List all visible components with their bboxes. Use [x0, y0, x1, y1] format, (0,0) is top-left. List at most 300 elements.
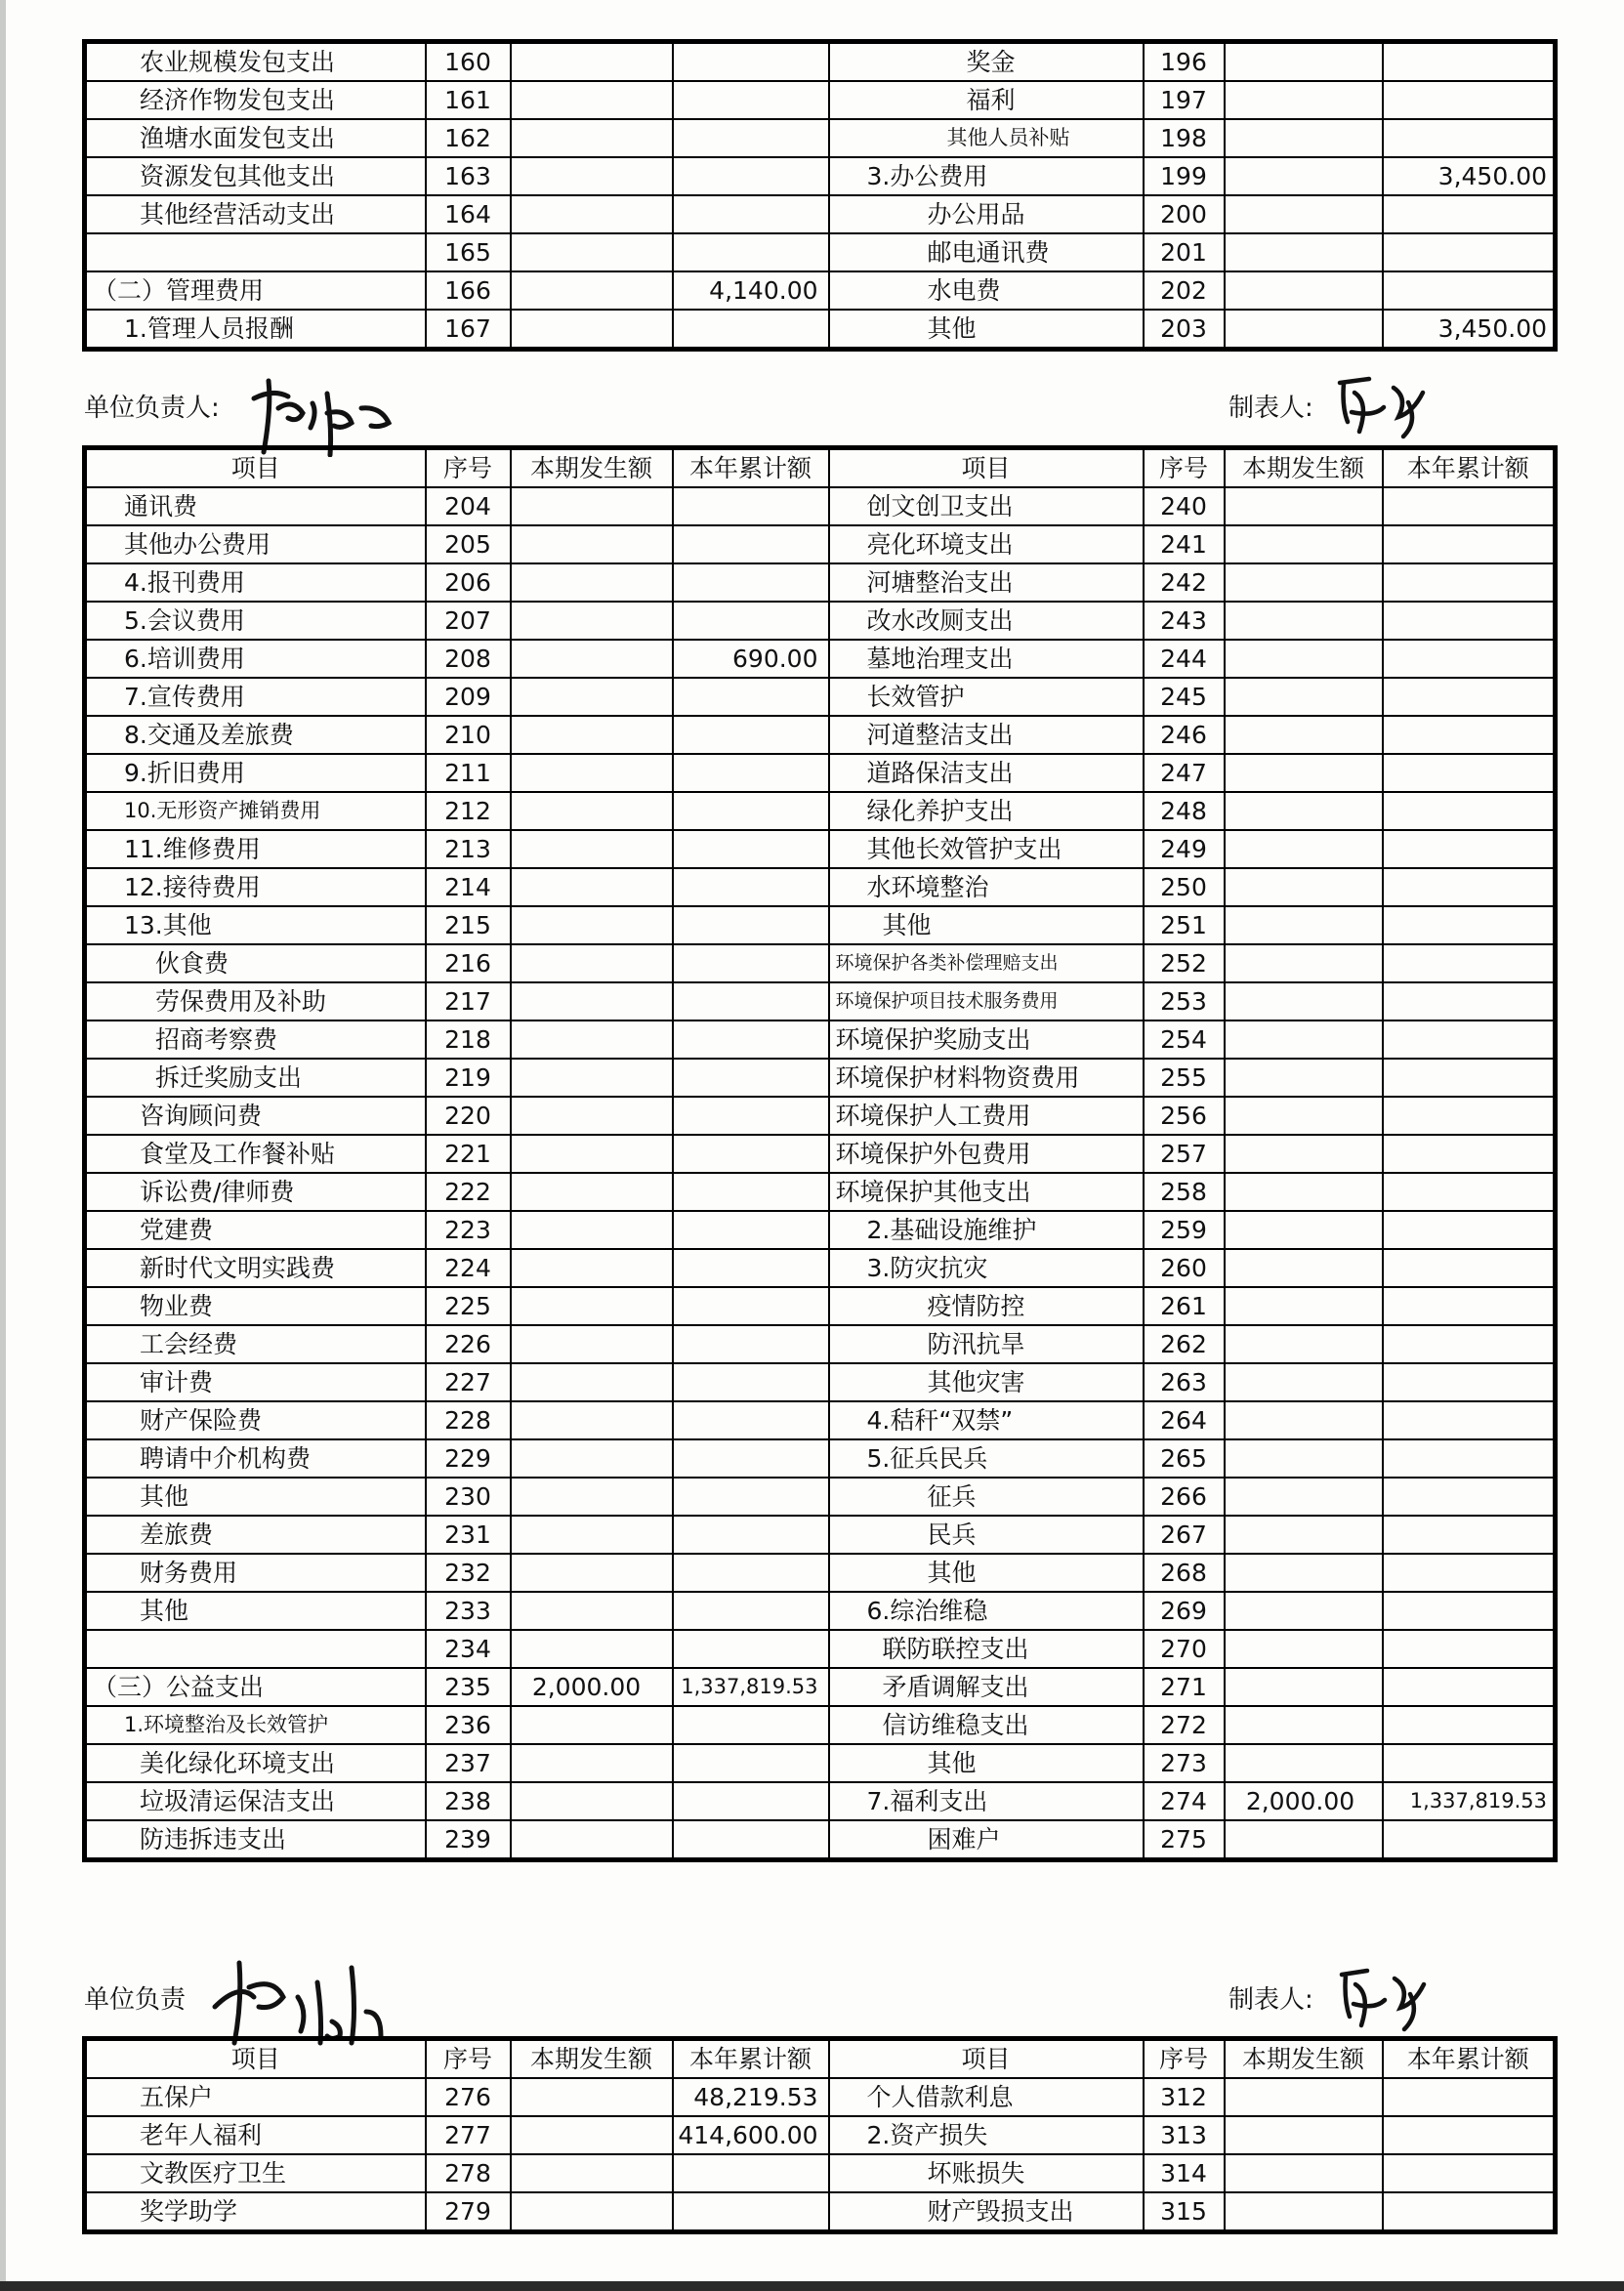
row-number: 246: [1144, 716, 1225, 754]
table-row: [85, 982, 1556, 1021]
current-amount: [511, 563, 673, 602]
cumulative-amount: [1383, 1363, 1556, 1401]
table-row: [85, 2154, 1556, 2192]
cumulative-amount: [673, 830, 829, 868]
column-header-item: 项目: [829, 2039, 1144, 2079]
row-number: 228: [426, 1401, 511, 1439]
current-amount: [511, 1325, 673, 1363]
row-number: 247: [1144, 754, 1225, 792]
row-number: 165: [426, 233, 511, 271]
table-row: [85, 792, 1556, 830]
row-number: 313: [1144, 2116, 1225, 2154]
item-label: 拆迁奖励支出: [85, 1059, 426, 1097]
cumulative-amount: [673, 1021, 829, 1059]
row-number: 257: [1144, 1135, 1225, 1173]
item-label: 奖金: [829, 42, 1144, 82]
item-label: 3.防灾抗灾: [829, 1249, 1144, 1287]
column-header-seq: 序号: [1144, 448, 1225, 488]
item-label: 其他: [829, 906, 1144, 944]
current-amount: [511, 157, 673, 195]
item-label: 4.秸秆“双禁”: [829, 1401, 1144, 1439]
item-label: 资源发包其他支出: [85, 157, 426, 195]
table-row: [85, 1211, 1556, 1249]
table-row: [85, 1287, 1556, 1325]
column-header-cumulative: 本年累计额: [673, 2039, 829, 2079]
row-number: 258: [1144, 1173, 1225, 1211]
item-label: 长效管护: [829, 678, 1144, 716]
row-number: 268: [1144, 1554, 1225, 1592]
row-number: 278: [426, 2154, 511, 2192]
item-label: 食堂及工作餐补贴: [85, 1135, 426, 1173]
column-header-current: 本期发生额: [511, 448, 673, 488]
item-label: 福利: [829, 81, 1144, 119]
item-label: 新时代文明实践费: [85, 1249, 426, 1287]
row-number: 208: [426, 640, 511, 678]
item-label: 伙食费: [85, 944, 426, 982]
current-amount: [511, 1249, 673, 1287]
table-row: [85, 525, 1556, 563]
item-label: 亮化环境支出: [829, 525, 1144, 563]
row-number: 314: [1144, 2154, 1225, 2192]
row-number: 207: [426, 602, 511, 640]
table-row: [85, 830, 1556, 868]
column-header-current: 本期发生额: [1225, 2039, 1383, 2079]
table-row: [85, 1021, 1556, 1059]
row-number: 197: [1144, 81, 1225, 119]
table-row: [85, 81, 1556, 119]
row-number: 202: [1144, 271, 1225, 310]
row-number: 259: [1144, 1211, 1225, 1249]
preparer-label-2: 制表人:: [1228, 1985, 1313, 2015]
item-label: 创文创卫支出: [829, 487, 1144, 525]
cumulative-amount: [1383, 1401, 1556, 1439]
current-amount: [511, 1097, 673, 1135]
item-label: 农业规模发包支出: [85, 42, 426, 82]
current-amount: [511, 792, 673, 830]
cumulative-amount: [1383, 868, 1556, 906]
cumulative-amount: [1383, 1325, 1556, 1363]
table-row: [85, 2116, 1556, 2154]
cumulative-amount: [673, 525, 829, 563]
item-label: 财产保险费: [85, 1401, 426, 1439]
row-number: 263: [1144, 1363, 1225, 1401]
table-row: [85, 1135, 1556, 1173]
cumulative-amount: 414,600.00: [673, 2116, 829, 2154]
row-number: 167: [426, 310, 511, 350]
item-label: 物业费: [85, 1287, 426, 1325]
cumulative-amount: [673, 1820, 829, 1860]
table-row: [85, 1744, 1556, 1782]
table-row: [85, 487, 1556, 525]
expense-table-part-2: [82, 445, 1558, 1862]
row-number: 265: [1144, 1439, 1225, 1478]
current-amount: [1225, 1744, 1383, 1782]
current-amount: [1225, 602, 1383, 640]
current-amount: [511, 119, 673, 157]
cumulative-amount: [1383, 1059, 1556, 1097]
current-amount: [1225, 1554, 1383, 1592]
current-amount: [511, 1135, 673, 1173]
current-amount: [511, 944, 673, 982]
row-number: 203: [1144, 310, 1225, 350]
cumulative-amount: [673, 2154, 829, 2192]
row-number: 233: [426, 1592, 511, 1630]
row-number: 239: [426, 1820, 511, 1860]
cumulative-amount: [1383, 2192, 1556, 2232]
item-label: 环境保护奖励支出: [829, 1021, 1144, 1059]
cumulative-amount: [1383, 1554, 1556, 1592]
item-label: 其他: [85, 1478, 426, 1516]
table-row: [85, 1630, 1556, 1668]
current-amount: [1225, 1401, 1383, 1439]
cumulative-amount: [673, 716, 829, 754]
cumulative-amount: [1383, 1744, 1556, 1782]
current-amount: [511, 81, 673, 119]
current-amount: [1225, 1668, 1383, 1706]
current-amount: [511, 1363, 673, 1401]
row-number: 315: [1144, 2192, 1225, 2232]
item-label: 个人借款利息: [829, 2078, 1144, 2116]
current-amount: [1225, 1249, 1383, 1287]
item-label: 聘请中介机构费: [85, 1439, 426, 1478]
current-amount: [511, 195, 673, 233]
cumulative-amount: [1383, 1173, 1556, 1211]
row-number: 166: [426, 271, 511, 310]
row-number: 238: [426, 1782, 511, 1820]
item-label: 2.资产损失: [829, 2116, 1144, 2154]
current-amount: [1225, 81, 1383, 119]
current-amount: [511, 487, 673, 525]
current-amount: [1225, 830, 1383, 868]
cumulative-amount: [673, 119, 829, 157]
row-number: 216: [426, 944, 511, 982]
row-number: 271: [1144, 1668, 1225, 1706]
row-number: 226: [426, 1325, 511, 1363]
item-label: 环境保护项目技术服务费用: [829, 982, 1144, 1021]
unit-head-label-2: 单位负责: [84, 1985, 187, 2015]
row-number: 160: [426, 42, 511, 82]
item-label: 矛盾调解支出: [829, 1668, 1144, 1706]
current-amount: [1225, 2154, 1383, 2192]
cumulative-amount: [1383, 195, 1556, 233]
current-amount: [1225, 1287, 1383, 1325]
item-label: 困难户: [829, 1820, 1144, 1860]
row-number: 223: [426, 1211, 511, 1249]
cumulative-amount: [673, 1401, 829, 1439]
unit-head-signature: [234, 369, 420, 457]
row-number: 224: [426, 1249, 511, 1287]
table-row: [85, 716, 1556, 754]
column-header-seq: 序号: [426, 2039, 511, 2079]
row-number: 221: [426, 1135, 511, 1173]
current-amount: [511, 2154, 673, 2192]
row-number: 272: [1144, 1706, 1225, 1744]
item-label: 防违拆违支出: [85, 1820, 426, 1860]
item-label: 征兵: [829, 1478, 1144, 1516]
column-header-item: 项目: [829, 448, 1144, 488]
row-number: 253: [1144, 982, 1225, 1021]
row-number: 237: [426, 1744, 511, 1782]
item-label: 渔塘水面发包支出: [85, 119, 426, 157]
column-header-seq: 序号: [1144, 2039, 1225, 2079]
row-number: 249: [1144, 830, 1225, 868]
current-amount: [511, 1021, 673, 1059]
cumulative-amount: [1383, 1516, 1556, 1554]
column-header-current: 本期发生额: [511, 2039, 673, 2079]
item-label: 河道整洁支出: [829, 716, 1144, 754]
current-amount: [511, 1630, 673, 1668]
cumulative-amount: [673, 1059, 829, 1097]
table-row: [85, 310, 1556, 350]
current-amount: [1225, 716, 1383, 754]
row-number: 243: [1144, 602, 1225, 640]
table-row: [85, 1782, 1556, 1820]
cumulative-amount: [1383, 602, 1556, 640]
table-row: [85, 640, 1556, 678]
cumulative-amount: [673, 1439, 829, 1478]
cumulative-amount: [673, 868, 829, 906]
row-number: 227: [426, 1363, 511, 1401]
cumulative-amount: [673, 1744, 829, 1782]
item-label: 3.办公费用: [829, 157, 1144, 195]
expense-table-part-3: [82, 2036, 1558, 2234]
cumulative-amount: [673, 1516, 829, 1554]
cumulative-amount: [1383, 81, 1556, 119]
cumulative-amount: [673, 233, 829, 271]
row-number: 260: [1144, 1249, 1225, 1287]
current-amount: [511, 1706, 673, 1744]
item-label: 其他: [85, 1592, 426, 1630]
item-label: 经济作物发包支出: [85, 81, 426, 119]
cumulative-amount: [1383, 1478, 1556, 1516]
cumulative-amount: [1383, 716, 1556, 754]
cumulative-amount: [1383, 487, 1556, 525]
cumulative-amount: 48,219.53: [673, 2078, 829, 2116]
current-amount: [511, 982, 673, 1021]
table-row: [85, 1097, 1556, 1135]
item-label: 环境保护材料物资费用: [829, 1059, 1144, 1097]
current-amount: [511, 1439, 673, 1478]
item-label: [85, 1630, 426, 1668]
row-number: 277: [426, 2116, 511, 2154]
item-label: 老年人福利: [85, 2116, 426, 2154]
current-amount: [511, 1059, 673, 1097]
cumulative-amount: [673, 310, 829, 350]
current-amount: [511, 525, 673, 563]
item-label: 墓地治理支出: [829, 640, 1144, 678]
item-label: 审计费: [85, 1363, 426, 1401]
cumulative-amount: [1383, 1249, 1556, 1287]
table-row: [85, 602, 1556, 640]
item-label: 环境保护人工费用: [829, 1097, 1144, 1135]
column-header-cumulative: 本年累计额: [1383, 2039, 1556, 2079]
row-number: 199: [1144, 157, 1225, 195]
row-number: 252: [1144, 944, 1225, 982]
table-row: [85, 2078, 1556, 2116]
row-number: 276: [426, 2078, 511, 2116]
column-header-current: 本期发生额: [1225, 448, 1383, 488]
current-amount: [511, 1401, 673, 1439]
row-number: 162: [426, 119, 511, 157]
item-label: 其他长效管护支出: [829, 830, 1144, 868]
current-amount: [511, 1287, 673, 1325]
expense-table-part-1: [82, 39, 1558, 352]
row-number: 214: [426, 868, 511, 906]
table-row: [85, 157, 1556, 195]
current-amount: [1225, 982, 1383, 1021]
current-amount: [1225, 1211, 1383, 1249]
current-amount: [511, 1554, 673, 1592]
current-amount: [1225, 42, 1383, 82]
header-row: [85, 448, 1556, 488]
cumulative-amount: [673, 602, 829, 640]
item-label: 其他灾害: [829, 1363, 1144, 1401]
current-amount: 2,000.00: [1225, 1782, 1383, 1820]
item-label: 9.折旧费用: [85, 754, 426, 792]
row-number: 232: [426, 1554, 511, 1592]
current-amount: [511, 1782, 673, 1820]
row-number: 213: [426, 830, 511, 868]
table-row: [85, 233, 1556, 271]
current-amount: [511, 640, 673, 678]
cumulative-amount: [1383, 1630, 1556, 1668]
row-number: 212: [426, 792, 511, 830]
preparer-signature-2: [1330, 1963, 1447, 2039]
current-amount: [1225, 525, 1383, 563]
row-number: 229: [426, 1439, 511, 1478]
item-label: 1.环境整治及长效管护: [85, 1706, 426, 1744]
item-label: 13.其他: [85, 906, 426, 944]
current-amount: [1225, 1135, 1383, 1173]
cumulative-amount: 3,450.00: [1383, 310, 1556, 350]
cumulative-amount: [673, 195, 829, 233]
item-label: 10.无形资产摊销费用: [85, 792, 426, 830]
row-number: 312: [1144, 2078, 1225, 2116]
cumulative-amount: [673, 1706, 829, 1744]
column-header-cumulative: 本年累计额: [673, 448, 829, 488]
current-amount: [511, 2192, 673, 2232]
cumulative-amount: [673, 754, 829, 792]
cumulative-amount: 690.00: [673, 640, 829, 678]
cumulative-amount: [1383, 1021, 1556, 1059]
cumulative-amount: [673, 1592, 829, 1630]
item-label: 2.基础设施维护: [829, 1211, 1144, 1249]
current-amount: [1225, 1173, 1383, 1211]
row-number: 262: [1144, 1325, 1225, 1363]
current-amount: [511, 233, 673, 271]
current-amount: [511, 868, 673, 906]
table-row: [85, 1668, 1556, 1706]
item-label: 6.培训费用: [85, 640, 426, 678]
current-amount: [1225, 1059, 1383, 1097]
current-amount: 2,000.00: [511, 1668, 673, 1706]
unit-head-label: 单位负责人:: [84, 394, 220, 423]
cumulative-amount: [673, 1554, 829, 1592]
current-amount: [511, 1478, 673, 1516]
cumulative-amount: [673, 1249, 829, 1287]
current-amount: [1225, 678, 1383, 716]
item-label: 8.交通及差旅费: [85, 716, 426, 754]
cumulative-amount: [673, 1363, 829, 1401]
row-number: 274: [1144, 1782, 1225, 1820]
current-amount: [511, 754, 673, 792]
row-number: 267: [1144, 1516, 1225, 1554]
table-row: [85, 678, 1556, 716]
preparer-label: 制表人:: [1228, 394, 1313, 423]
item-label: 疫情防控: [829, 1287, 1144, 1325]
cumulative-amount: [1383, 1592, 1556, 1630]
row-number: 266: [1144, 1478, 1225, 1516]
cumulative-amount: [1383, 2116, 1556, 2154]
row-number: 269: [1144, 1592, 1225, 1630]
item-label: 邮电通讯费: [829, 233, 1144, 271]
row-number: 241: [1144, 525, 1225, 563]
cumulative-amount: [1383, 1668, 1556, 1706]
table-row: [85, 1059, 1556, 1097]
cumulative-amount: [673, 157, 829, 195]
current-amount: [1225, 157, 1383, 195]
current-amount: [511, 1516, 673, 1554]
current-amount: [1225, 119, 1383, 157]
table-row: [85, 1592, 1556, 1630]
row-number: 209: [426, 678, 511, 716]
item-label: 工会经费: [85, 1325, 426, 1363]
current-amount: [511, 310, 673, 350]
current-amount: [511, 830, 673, 868]
cumulative-amount: 3,450.00: [1383, 157, 1556, 195]
cumulative-amount: [1383, 792, 1556, 830]
cumulative-amount: [673, 2192, 829, 2232]
table-row: [85, 1363, 1556, 1401]
item-label: 奖学助学: [85, 2192, 426, 2232]
row-number: 196: [1144, 42, 1225, 82]
row-number: 198: [1144, 119, 1225, 157]
current-amount: [1225, 792, 1383, 830]
cumulative-amount: [1383, 2078, 1556, 2116]
table-row: [85, 1249, 1556, 1287]
cumulative-amount: [673, 906, 829, 944]
cumulative-amount: [673, 982, 829, 1021]
row-number: 215: [426, 906, 511, 944]
row-number: 200: [1144, 195, 1225, 233]
current-amount: [511, 2116, 673, 2154]
table-row: [85, 1516, 1556, 1554]
cumulative-amount: [673, 1211, 829, 1249]
item-label: 民兵: [829, 1516, 1144, 1554]
row-number: 242: [1144, 563, 1225, 602]
item-label: 诉讼费/律师费: [85, 1173, 426, 1211]
item-label: 环境保护外包费用: [829, 1135, 1144, 1173]
cumulative-amount: [1383, 563, 1556, 602]
row-number: 248: [1144, 792, 1225, 830]
cumulative-amount: [673, 1135, 829, 1173]
table-row: [85, 1325, 1556, 1363]
current-amount: [1225, 1516, 1383, 1554]
current-amount: [1225, 1478, 1383, 1516]
cumulative-amount: [1383, 119, 1556, 157]
row-number: 211: [426, 754, 511, 792]
column-header-seq: 序号: [426, 448, 511, 488]
current-amount: [1225, 271, 1383, 310]
current-amount: [1225, 906, 1383, 944]
cumulative-amount: [673, 1782, 829, 1820]
table-row: [85, 754, 1556, 792]
row-number: 201: [1144, 233, 1225, 271]
current-amount: [511, 1820, 673, 1860]
row-number: 273: [1144, 1744, 1225, 1782]
current-amount: [511, 2078, 673, 2116]
row-number: 245: [1144, 678, 1225, 716]
